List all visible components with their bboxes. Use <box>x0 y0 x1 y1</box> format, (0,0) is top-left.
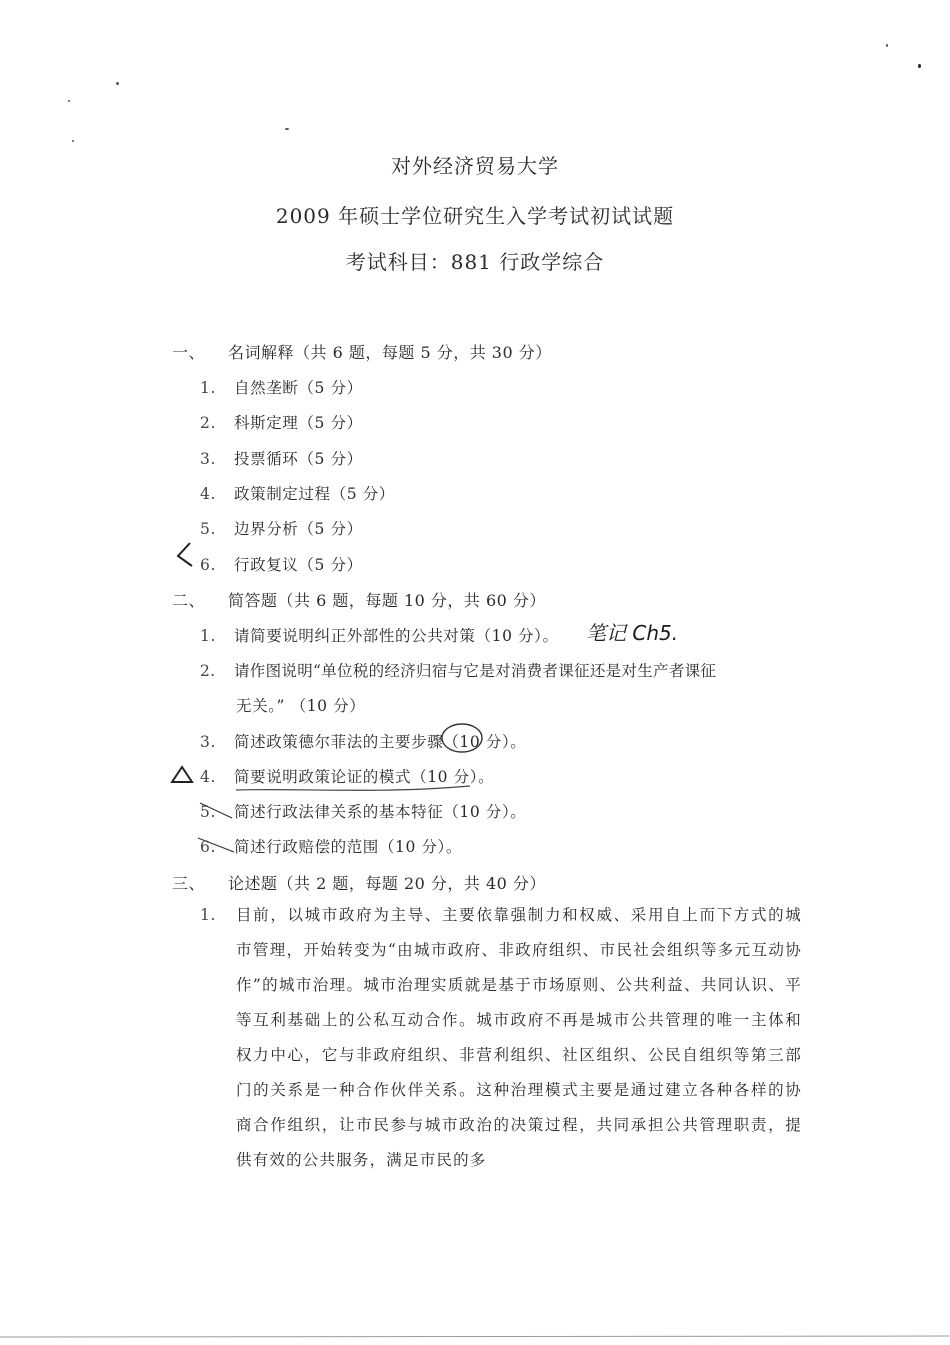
university-name: 对外经济贸易大学 <box>391 154 559 178</box>
section-number: 二、 <box>172 591 206 610</box>
section-title: 简答题（共 6 题，每题 10 分，共 60 分） <box>228 591 546 610</box>
question-item: 3. 简述政策德尔菲法的主要步骤（10 分）。 <box>200 733 527 751</box>
strike-mark <box>200 803 232 818</box>
section-title: 论述题（共 2 题，每题 20 分，共 40 分） <box>228 874 546 893</box>
question-item: 1. 请简要说明纠正外部性的公共对策（10 分）。 <box>200 627 559 645</box>
question-item: 2. 科斯定理（5 分） <box>200 414 363 432</box>
exam-subject: 考试科目：881 行政学综合 <box>345 250 605 274</box>
section-title: 名词解释（共 6 题，每题 5 分，共 30 分） <box>228 343 552 362</box>
question-item: 6. 行政复议（5 分） <box>200 556 363 574</box>
check-mark-icon <box>178 543 192 566</box>
scan-edge-line <box>0 1336 950 1337</box>
essay-question-text: 目前，以城市政府为主导、主要依靠强制力和权威、采用自上而下方式的城市管理，开始转变为“由城市政府、非政府组织、市民社会组织等多元互动协作”的城市治理。城市治理实质就是基于市场原则、公共利益、共同认识、平等互利基础上的公私互动合作。城市政府不再是城市公共管理的唯一主体和权力中心，它与非政府组织、非营利组织、社区组织、公民自组织等第三部门的关系是一种合作伙伴关系。这种治理模式主要是通过建立各种各样的协商合作组织，让市民参与城市政治的决策过程，共同承担公共管理职责，提供有效的公共服务，满足市民的多 <box>236 906 802 1169</box>
question-item: 3. 投票循环（5 分） <box>200 450 363 468</box>
question-item: 5. 简述行政法律关系的基本特征（10 分）。 <box>200 803 527 821</box>
exam-title: 2009 年硕士学位研究生入学考试初试试题 <box>275 204 675 228</box>
question-item: 2. 请作图说明“单位税的经济归宿与它是对消费者课征还是对生产者课征 <box>200 662 717 680</box>
question-item: 6. 简述行政赔偿的范围（10 分）。 <box>200 838 463 856</box>
strike-mark <box>198 838 234 852</box>
essay-number: 1. <box>200 906 216 924</box>
handwritten-note: 笔记 Ch5. <box>586 621 679 645</box>
question-item: 5. 边界分析（5 分） <box>200 520 363 538</box>
circle-mark-icon <box>442 724 482 752</box>
triangle-mark-icon <box>172 767 192 782</box>
question-item: 1. 自然垄断（5 分） <box>200 379 363 397</box>
underline-mark <box>236 786 470 790</box>
question-item: 4. 简要说明政策论证的模式（10 分）。 <box>200 768 495 786</box>
question-continuation: 无关。” （10 分） <box>236 697 366 715</box>
question-item: 4. 政策制定过程（5 分） <box>200 485 395 503</box>
section-number: 三、 <box>172 874 206 893</box>
section-number: 一、 <box>172 343 206 362</box>
